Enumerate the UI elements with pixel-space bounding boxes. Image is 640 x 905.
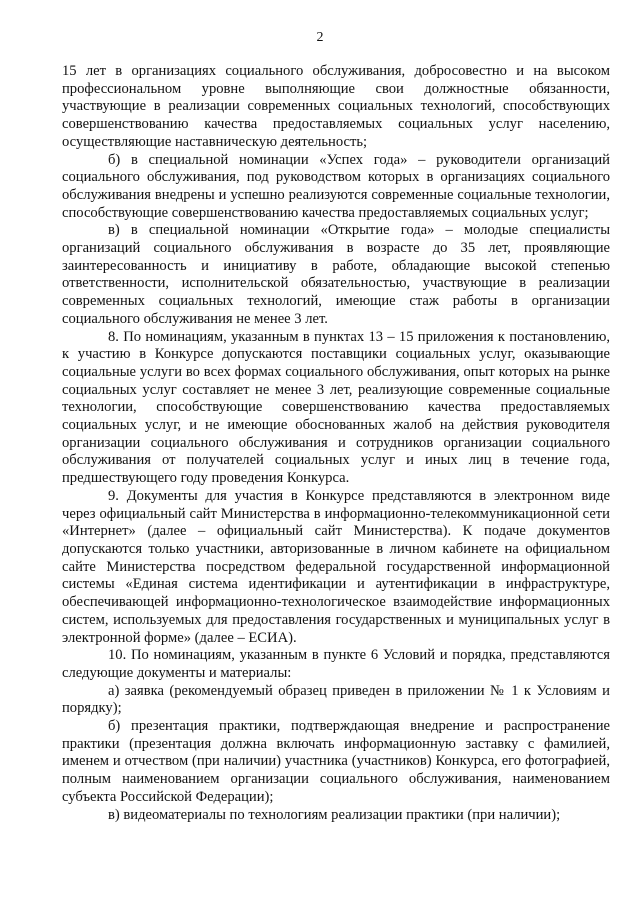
paragraph-clause-9: 9. Документы для участия в Конкурсе представляются в электронном виде через официальный сайт Министерства в информационно-телекоммуникационной сети «Интернет» (далее – официальный сайт Министерства). К подаче документов допускаются только участники, авторизованные в личном кабинете на официальном сайте Министерства посредством федеральной государственной информационной системы «Единая система идентификации и аутентификации в инфраструктуре, обеспечивающей информационно-технологическое взаимодействие информационных систем, используемых для предоставления государственных и муниципальных услуг в электронной форме» (далее – ЕСИА). [62,487,610,646]
paragraph-item-b-success-of-year: б) в специальной номинации «Успех года» – руководители организаций социального обслуживания, под руководством которых в организациях социального обслуживания внедрены и успешно реализуются современные социальные технологии, способствующие совершенствованию качества предоставляемых социальных услуг; [62,151,610,221]
paragraph-continuation: 15 лет в организациях социального обслуживания, добросовестно и на высоком профессиональном уровне выполняющие свои должностные обязанности, участвующие в реализации современных социальных технологий, способствующих совершенствованию качества предоставляемых социальных услуг населению, осуществляющие наставническую деятельность; [62,63,610,150]
paragraph-item-v-video: в) видеоматериалы по технологиям реализации практики (при наличии); [108,806,561,823]
document-body [62,63,610,824]
paragraph-item-v-discovery-of-year: в) в специальной номинации «Открытие года» – молодые специалисты организаций социального обслуживания в возрасте до 35 лет, проявляющие заинтересованность и инициативу в работе, обладающие высокой степенью ответственности, исполнительской обязательностью, участвующие в реализации современных социальных технологий, имеющие стаж работы в организации социального обслуживания не менее 3 лет. [62,222,610,327]
paragraph-item-a-application: а) заявка (рекомендуемый образец приведен в приложении № 1 к Условиям и порядку); [62,682,610,717]
page-number: 2 [316,30,324,45]
paragraph-clause-8: 8. По номинациям, указанным в пунктах 13 – 15 приложения к постановлению, к участию в Конкурсе допускаются поставщики социальных услуг, оказывающие социальные услуги во всех формах социального обслуживания, опыт которых на рынке социальных услуг составляет не менее 3 лет, реализующие современные социальные технологии, способствующие совершенствованию качества предоставляемых социальных услуг, и не имеющие обоснованных жалоб на действия руководителя организации социального обслуживания и сотрудников организации социального обслуживания от получателей социальных услуг и иных лиц в течение года, предшествующего году проведения Конкурса. [62,328,610,487]
paragraph-item-b-presentation: б) презентация практики, подтверждающая внедрение и распространение практики (презентация должна включать информационную заставку с фамилией, именем и отчеством (при наличии) участника (участников) Конкурса, его фотографией, полным наименованием организации социального обслуживания, наименованием субъекта Российской Федерации); [62,718,610,805]
paragraph-clause-10: 10. По номинациям, указанным в пункте 6 Условий и порядка, представляются следующие документы и материалы: [62,647,610,681]
